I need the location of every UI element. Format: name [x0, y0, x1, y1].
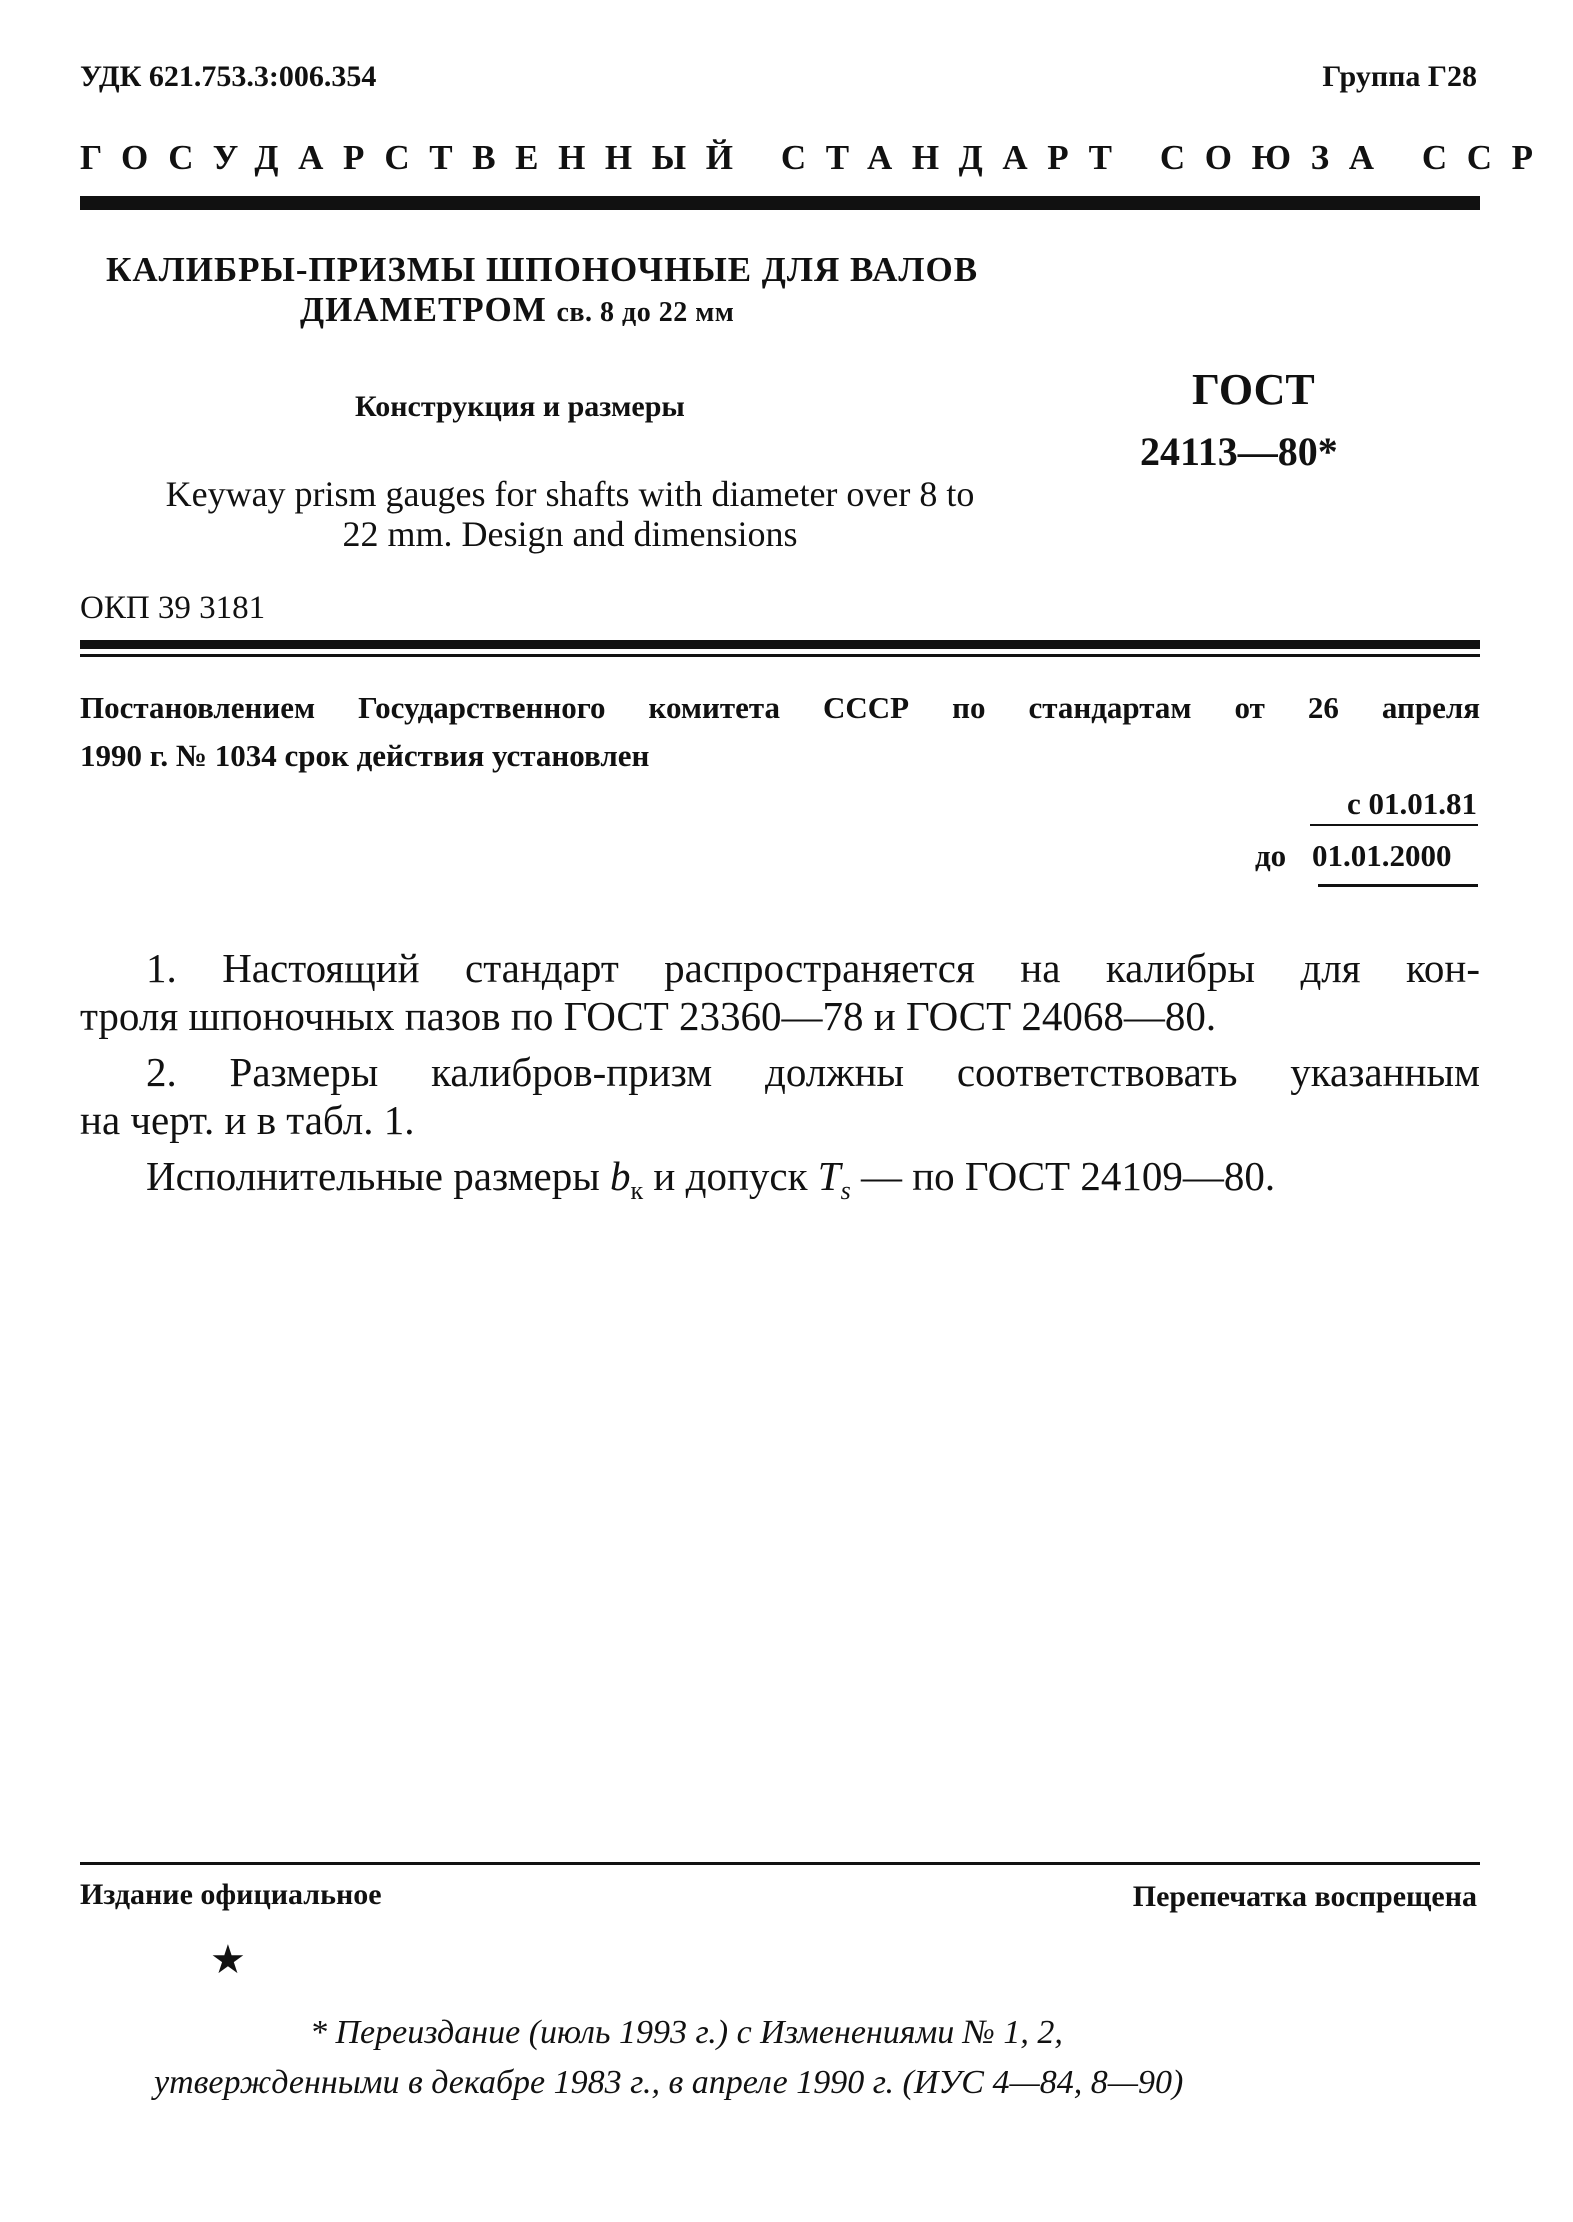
date-divider [1310, 824, 1478, 826]
clause-1-line-2: троля шпоночных пазов по ГОСТ 23360—78 и ГОСТ 24068—80. [80, 993, 1217, 1039]
middle-divider-thin [80, 654, 1480, 657]
title-line-2 [300, 290, 734, 330]
star-icon: ★ [210, 1937, 246, 1982]
decree-line-2: 1990 г. № 1034 срок действия установлен [80, 738, 650, 773]
okp-code: ОКП 39 3181 [80, 590, 266, 626]
gost-label: ГОСТ [1192, 365, 1315, 414]
title-line-2-main: ДИАМЕТРОМ [300, 290, 547, 329]
reissue-note-line-2: утвержденными в декабре 1983 г., в апреле 1990 г. (ИУС 4—84, 8—90) [154, 2064, 1184, 2101]
subtitle: Конструкция и размеры [355, 390, 685, 423]
clause-2-note-middle: и допуск [643, 1153, 818, 1199]
title-line-1: КАЛИБРЫ-ПРИЗМЫ ШПОНОЧНЫЕ ДЛЯ ВАЛОВ [106, 250, 979, 289]
symbol-ts: T [817, 1153, 841, 1199]
clause-1-line-1: 1. Настоящий стандарт распространяется на калибры для кон- [146, 945, 1480, 991]
title-line-2-range: св. 8 до 22 мм [556, 297, 735, 328]
english-title: Keyway prism gauges for shafts with diameter over 8 to 22 mm. Design and dimensions [165, 474, 975, 554]
symbol-ts-subscript: s [840, 1176, 851, 1206]
clause-2-line-1: 2. Размеры калибров-призм должны соответствовать указанным [146, 1049, 1480, 1095]
state-standard-heading: ГОСУДАРСТВЕННЫЙ СТАНДАРТ СОЮЗА ССР [80, 138, 1553, 177]
symbol-bk: b [610, 1153, 631, 1199]
effective-from-date: с 01.01.81 [1346, 786, 1477, 821]
decree-line-1: Постановлением Государственного комитета СССР по стандартам от 26 апреля [80, 690, 1480, 725]
clause-2-line-2: на черт. и в табл. 1. [80, 1097, 415, 1143]
clause-2-note-end: — по ГОСТ 24109—80. [850, 1153, 1276, 1199]
date-underline [1318, 884, 1478, 887]
effective-to-date: 01.01.2000 [1312, 838, 1452, 873]
clause-2-note [80, 1152, 1480, 1215]
symbol-bk-subscript: к [630, 1176, 644, 1206]
bottom-divider [80, 1862, 1480, 1865]
middle-divider-thick [80, 640, 1480, 649]
udk-code: УДК 621.753.3:006.354 [80, 60, 377, 93]
top-divider [80, 196, 1480, 210]
group-code: Группа Г28 [1322, 60, 1477, 93]
reissue-note-line-1: * Переиздание (июль 1993 г.) с Изменениями № 1, 2, [310, 2014, 1063, 2051]
reprint-prohibited-label: Перепечатка воспрещена [1132, 1880, 1477, 1913]
effective-to-prefix: до [1255, 838, 1287, 873]
clause-2-note-start: Исполнительные размеры [146, 1153, 611, 1199]
official-edition-label: Издание официальное [80, 1878, 382, 1911]
gost-number: 24113—80* [1140, 429, 1338, 474]
